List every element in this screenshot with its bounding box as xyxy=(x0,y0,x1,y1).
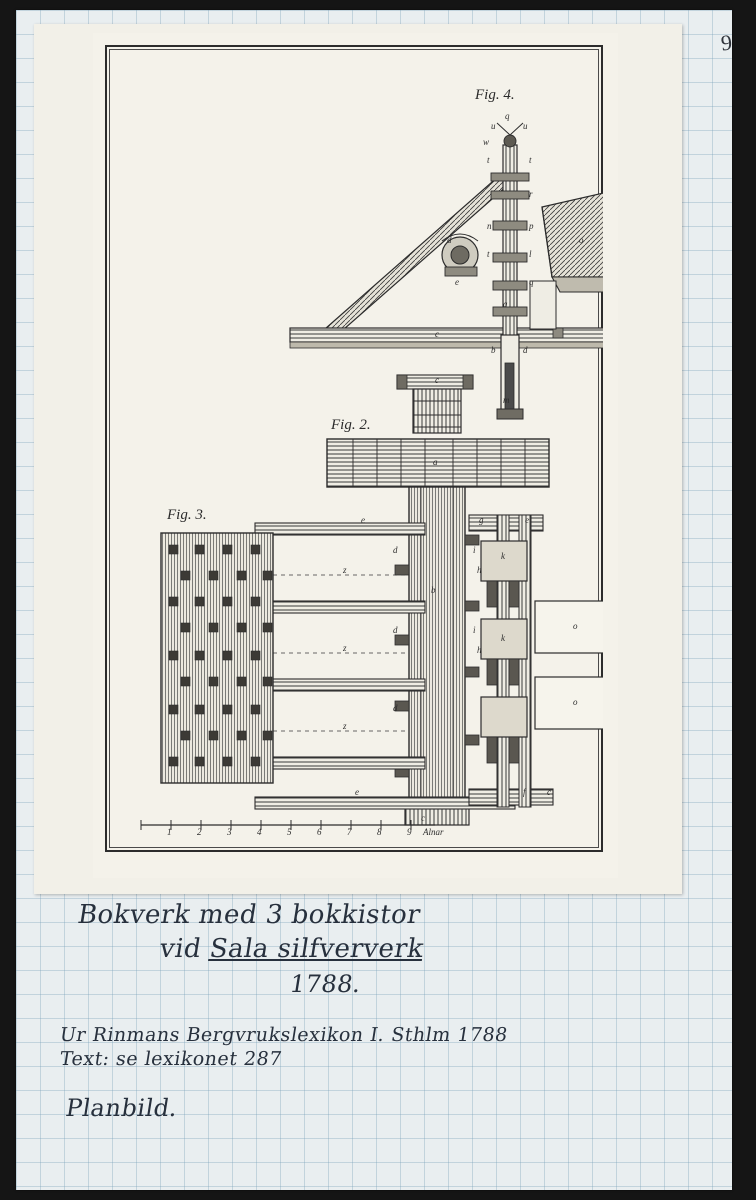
scale-tick-4: 4 xyxy=(257,827,262,837)
part-letter-fig4-u2: u xyxy=(523,121,528,131)
scale-tick-5: 5 xyxy=(287,827,292,837)
scale-tick-7: 7 xyxy=(347,827,352,837)
part-letter-fig4-a: a xyxy=(503,299,508,309)
part-letter-fig2-k1: k xyxy=(501,551,505,561)
caption-image-type: Planbild. xyxy=(63,1094,181,1122)
part-letter-fig2-i2: i xyxy=(473,625,476,635)
engraving-drawing xyxy=(105,45,603,852)
figure-label-fig4: Fig. 4. xyxy=(475,87,515,103)
caption-line-2-prefix: vid xyxy=(157,934,213,964)
part-letter-fig4-q2: q xyxy=(529,277,534,287)
scale-tick-3: 3 xyxy=(227,827,232,837)
caption-text-ref: Text: se lexikonet 287 xyxy=(58,1048,284,1070)
part-letter-fig2-z2: z xyxy=(343,643,347,653)
scale-tick-1: 1 xyxy=(167,827,172,837)
part-letter-fig4-p: p xyxy=(529,221,534,231)
part-letter-fig4-w: w xyxy=(483,137,490,147)
part-letter-fig2-i1: i xyxy=(473,545,476,555)
part-letter-fig2-e2: e xyxy=(525,515,529,525)
engraving-svg xyxy=(105,45,603,852)
part-letter-fig2-d3: d xyxy=(393,703,398,713)
part-letter-fig2-o1: o xyxy=(573,621,578,631)
figure-3-group xyxy=(161,533,273,783)
part-letter-fig4-u1: u xyxy=(491,121,496,131)
caption-line-2 xyxy=(158,934,703,964)
part-letter-fig2-e3: e xyxy=(355,787,359,797)
part-letter-fig4-q: q xyxy=(505,111,510,121)
caption-line-1: Bokverk med 3 bokkistor xyxy=(75,900,423,930)
part-letter-fig2-o2: o xyxy=(573,697,578,707)
part-letter-fig4-r: r xyxy=(529,189,533,199)
scale-tick-9: 9 xyxy=(407,827,412,837)
part-letter-fig4-m: m xyxy=(503,395,510,405)
part-letter-fig2-e1: e xyxy=(361,515,365,525)
handwritten-caption xyxy=(60,900,700,1122)
folio-number: 9 xyxy=(719,29,734,56)
scale-unit-label: Alnar xyxy=(423,827,444,837)
part-letter-fig4-e: e xyxy=(455,277,459,287)
part-letter-fig2-k2: k xyxy=(501,633,505,643)
figure-label-fig2: Fig. 2. xyxy=(331,417,371,433)
part-letter-fig2-d2: d xyxy=(393,625,398,635)
part-letter-fig4-n: n xyxy=(487,221,492,231)
part-letter-fig2-z1: z xyxy=(343,565,347,575)
part-letter-fig2-a: a xyxy=(433,457,438,467)
scale-tick-6: 6 xyxy=(317,827,322,837)
scale-tick-2: 2 xyxy=(197,827,202,837)
part-letter-fig4-l1: l xyxy=(529,249,532,259)
part-letter-fig4-c: c xyxy=(435,329,439,339)
part-letter-fig2-z3: z xyxy=(343,721,347,731)
part-letter-fig4-t3: t xyxy=(487,249,490,259)
part-letter-fig2-h1: h xyxy=(477,565,482,575)
figure-label-fig3: Fig. 3. xyxy=(167,507,207,523)
caption-line-2-underlined: Sala silfververk xyxy=(207,934,427,964)
caption-source: Ur Rinmans Bergvrukslexikon I. Sthlm 1788 xyxy=(58,1024,510,1046)
part-letter-fig2-g: g xyxy=(479,515,484,525)
caption-year: 1788. xyxy=(287,970,364,998)
part-letter-fig4-t1: t xyxy=(487,155,490,165)
part-letter-fig4-d2: d xyxy=(523,345,528,355)
part-letter-fig4-b: b xyxy=(491,345,496,355)
part-letter-fig2-c3: c xyxy=(547,787,551,797)
part-letter-fig2-b: b xyxy=(431,585,436,595)
part-letter-fig2-f: f xyxy=(523,787,526,797)
scale-tick-8: 8 xyxy=(377,827,382,837)
part-letter-fig2-h2: h xyxy=(477,645,482,655)
part-letter-fig4-t2: t xyxy=(529,155,532,165)
part-letter-fig2-c1: c xyxy=(435,375,439,385)
part-letter-fig2-d1: d xyxy=(393,545,398,555)
part-letter-fig4-o: o xyxy=(579,235,584,245)
part-letter-fig4-d: d xyxy=(447,235,452,245)
figure-2-group xyxy=(255,375,603,825)
part-letter-fig2-c2: c xyxy=(421,813,425,823)
